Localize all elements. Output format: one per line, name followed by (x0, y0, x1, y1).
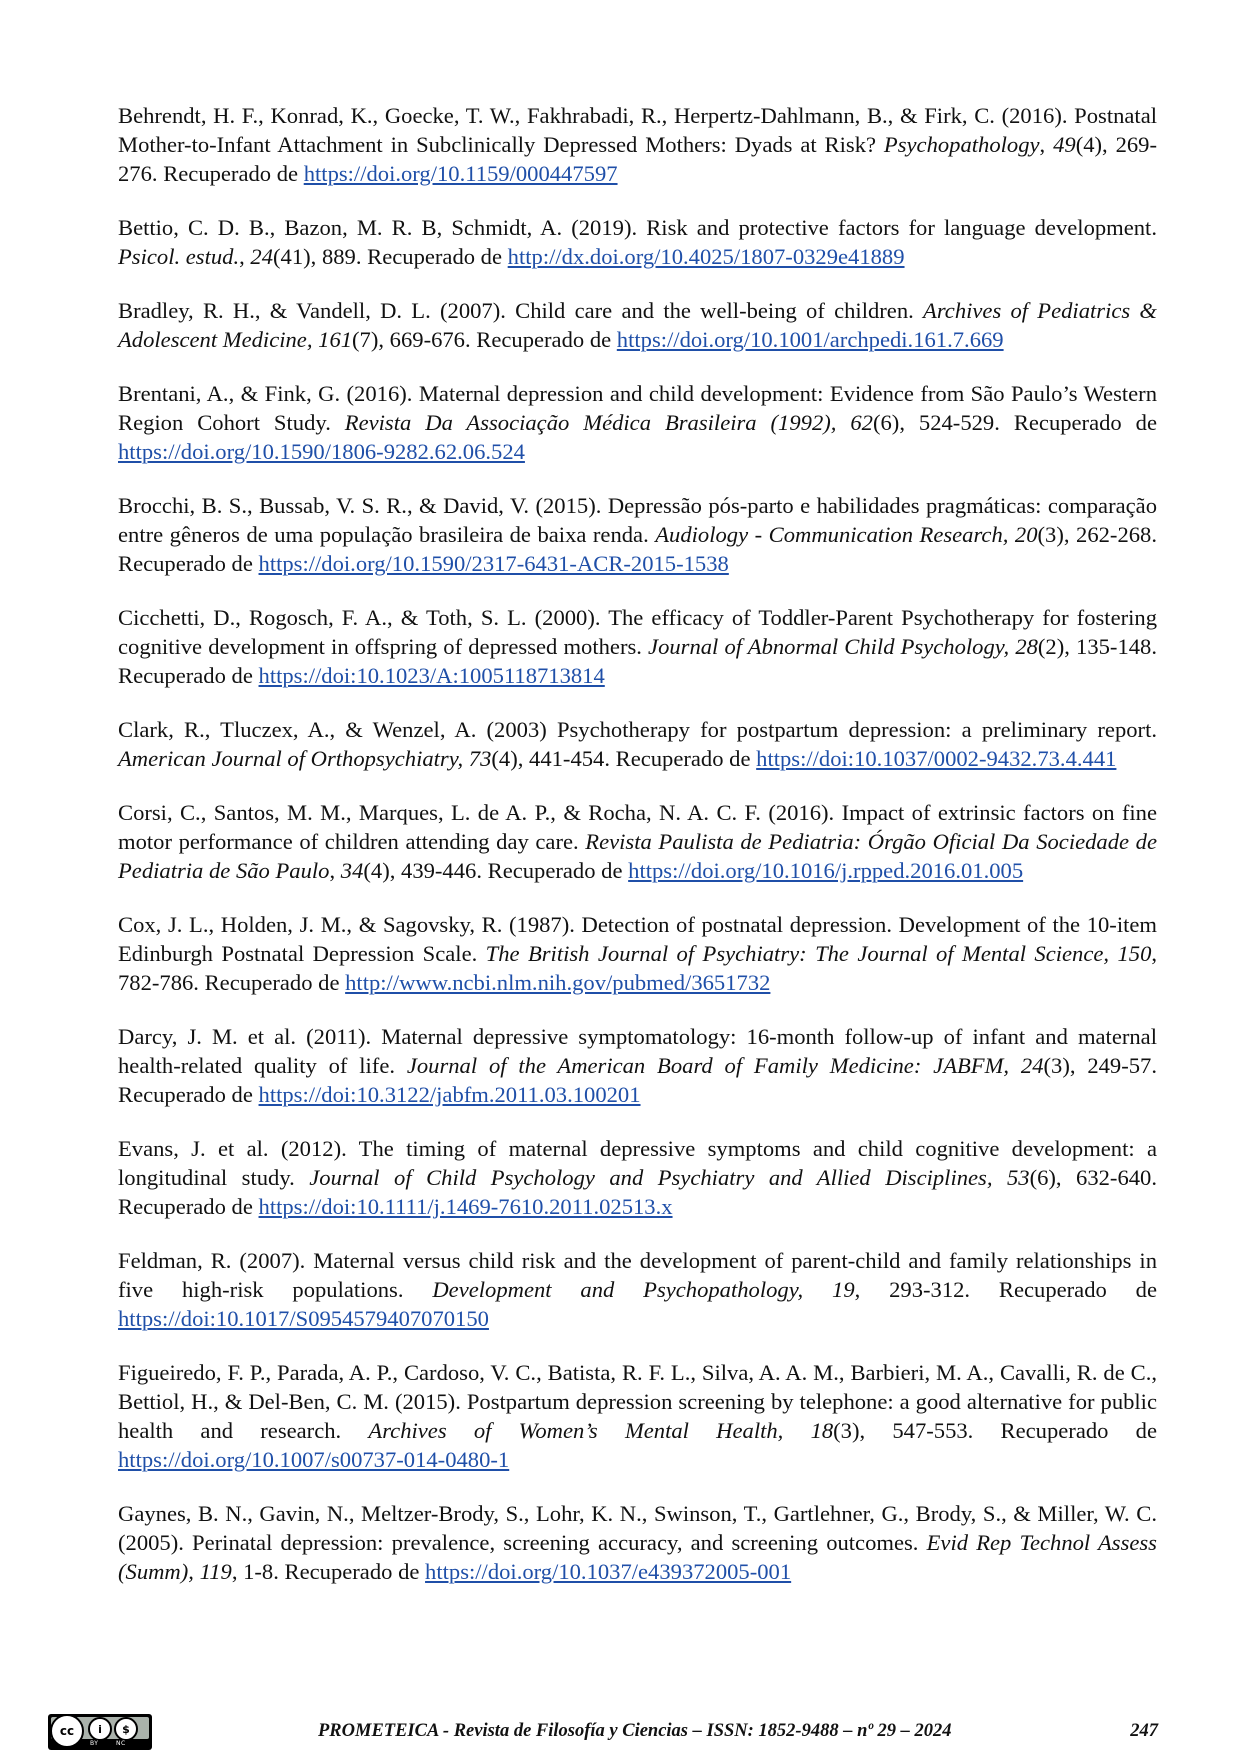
reference-text: Clark, R., Tluczex, A., & Wenzel, A. (2003) Psychotherapy for postpartum depression: a preliminary report. (118, 717, 1157, 742)
doi-link[interactable]: https://doi.org/10.1159/000447597 (303, 161, 618, 186)
journal-title: Psychopathology (883, 132, 1040, 157)
journal-title: Revista Paulista de Pediatria: Órgão Oficial Da Sociedade de Pediatria de São Paulo (118, 829, 1157, 883)
reference-entry (118, 379, 1157, 466)
separator (783, 1418, 810, 1443)
reference-entry (118, 213, 1157, 271)
reference-pages: , 293-312. Recuperado de (854, 1277, 1157, 1302)
journal-title: Archives of Women’s Mental Health, (368, 1418, 784, 1443)
separator (803, 1277, 832, 1302)
journal-title: Journal of the American Board of Family Medicine: JABFM, (406, 1053, 1010, 1078)
reference-text: Brocchi, B. S., Bussab, V. S. R., & David, V. (2015). Depressão pós-parto e habilidades pragmáticas: comparação entre gêneros de uma população brasileira de baixa renda. (118, 493, 1157, 547)
page-footer (48, 1714, 1158, 1750)
reference-pages: , 1-8. Recuperado de (231, 1559, 426, 1584)
reference-entry (118, 910, 1157, 997)
reference-entry (118, 1134, 1157, 1221)
separator (993, 1165, 1007, 1190)
nc-label: NC (116, 1740, 126, 1747)
reference-pages: (6), 524-529. Recuperado de (872, 410, 1157, 435)
reference-entry (118, 798, 1157, 885)
reference-entry (118, 1499, 1157, 1586)
journal-title: Audiology - Communication Research, (655, 522, 1009, 547)
reference-pages: (41), 889. Recuperado de (273, 244, 508, 269)
journal-info: PROMETEICA - Revista de Filosofía y Ciencias – ISSN: 1852-9488 – nº 29 – 2024 (318, 1721, 952, 1741)
reference-pages: (4), 269-276. Recuperado de (118, 132, 1158, 186)
reference-list (118, 101, 1157, 1611)
volume-number: 20 (1014, 522, 1038, 547)
volume-number: 18 (810, 1418, 834, 1443)
volume-number: 53 (1006, 1165, 1030, 1190)
volume-number: 24 (1020, 1053, 1044, 1078)
doi-link[interactable]: https://doi.org/10.1037/e439372005-001 (425, 1559, 792, 1584)
journal-title: Psicol. estud. (118, 244, 240, 269)
reference-text: Feldman, R. (2007). Maternal versus child risk and the development of parent-child and family relationships in five high-risk populations. (118, 1248, 1157, 1302)
doi-link[interactable]: https://doi:10.1023/A:1005118713814 (258, 663, 605, 688)
reference-entry (118, 296, 1157, 354)
doi-link[interactable]: https://doi:10.1017/S0954579407070150 (118, 1306, 489, 1331)
reference-entry (118, 1358, 1157, 1474)
doi-link[interactable]: http://www.ncbi.nlm.nih.gov/pubmed/3651732 (345, 970, 771, 995)
reference-text: Cox, J. L., Holden, J. M., & Sagovsky, R. (1987). Detection of postnatal depression. Development of the 10-item Edinburgh Postnatal Depression Scale. (118, 912, 1157, 966)
volume-number: 150 (1117, 941, 1152, 966)
reference-pages: (3), 249-57. Recuperado de (118, 1053, 1157, 1107)
page-number: 247 (1130, 1721, 1158, 1741)
volume-number: 28 (1015, 634, 1038, 659)
volume-number: 34 (340, 858, 364, 883)
doi-link[interactable]: https://doi:10.3122/jabfm.2011.03.100201 (258, 1082, 641, 1107)
doi-link[interactable]: https://doi.org/10.1016/j.rpped.2016.01.005 (628, 858, 1024, 883)
reference-text: Bettio, C. D. B., Bazon, M. R. B, Schmidt, A. (2019). Risk and protective factors for language development. (118, 215, 1157, 240)
reference-text: Evans, J. et al. (2012). The timing of maternal depressive symptoms and child cognitive development: a longitudinal study. (118, 1136, 1157, 1190)
reference-entry (118, 1022, 1157, 1109)
reference-text: Corsi, C., Santos, M. M., Marques, L. de A. P., & Rocha, N. A. C. F. (2016). Impact of extrinsic factors on fine motor performance of children attending day care. (118, 800, 1157, 854)
doi-link[interactable]: https://doi:10.1111/j.1469-7610.2011.02513.x (258, 1194, 673, 1219)
creative-commons-badge[interactable] (48, 1714, 152, 1750)
reference-entry (118, 491, 1157, 578)
reference-text: Brentani, A., & Fink, G. (2016). Maternal depression and child development: Evidence from São Paulo’s Western Region Cohort Study. (118, 381, 1157, 435)
journal-title: Revista Da Associação Médica Brasileira (1992), (344, 410, 837, 435)
reference-pages: , 782-786. Recuperado de (118, 941, 1158, 995)
volume-number: 73 (468, 746, 492, 771)
reference-text: Gaynes, B. N., Gavin, N., Meltzer-Brody, S., Lohr, K. N., Swinson, T., Gartlehner, G., Brody, S., & Miller, W. C. (2005). Perinatal depression: prevalence, screening accuracy, and screening outcomes. (118, 1501, 1157, 1555)
doi-link[interactable]: https://doi.org/10.1007/s00737-014-0480-1 (118, 1447, 510, 1472)
separator: , (1039, 132, 1054, 157)
journal-title: Evid Rep Technol Assess (Summ), (118, 1530, 1157, 1584)
separator (1009, 1053, 1021, 1078)
non-commercial-icon: $ (114, 1717, 138, 1741)
reference-text: Behrendt, H. F., Konrad, K., Goecke, T. W., Fakhrabadi, R., Herpertz-Dahlmann, B., & Firk, C. (2016). Postnatal Mother-to-Infant Attachment in Subclinically Depressed Mothers: Dyads at Risk? (118, 103, 1157, 157)
separator: , (329, 858, 341, 883)
reference-pages: (2), 135-148. Recuperado de (118, 634, 1157, 688)
doi-link[interactable]: http://dx.doi.org/10.4025/1807-0329e41889 (507, 244, 905, 269)
journal-title: Journal of Abnormal Child Psychology, (648, 634, 1010, 659)
attribution-icon: i (88, 1717, 112, 1741)
volume-number: 62 (850, 410, 873, 435)
reference-pages: (7), 669-676. Recuperado de (352, 327, 617, 352)
reference-pages: (3), 262-268. Recuperado de (118, 522, 1157, 576)
journal-title: American Journal of Orthopsychiatry, (118, 746, 464, 771)
reference-entry (118, 715, 1157, 773)
volume-number: 19 (832, 1277, 855, 1302)
reference-text: Figueiredo, F. P., Parada, A. P., Cardoso, V. C., Batista, R. F. L., Silva, A. A. M., Barbieri, M. A., Cavalli, R. de C., Bettiol, H., & Del-Ben, C. M. (2015). Postpartum depression screening by telephone: a good alternative for public health and research. (118, 1360, 1157, 1443)
reference-text: Cicchetti, D., Rogosch, F. A., & Toth, S. L. (2000). The efficacy of Toddler-Parent Psychotherapy for fostering cognitive development in offspring of depressed mothers. (118, 605, 1157, 659)
reference-pages: (6), 632-640. Recuperado de (118, 1165, 1157, 1219)
doi-link[interactable]: https://doi.org/10.1001/archpedi.161.7.669 (616, 327, 1004, 352)
reference-entry (118, 101, 1157, 188)
volume-number: 161 (318, 327, 353, 352)
journal-title: Development and Psychopathology, (432, 1277, 804, 1302)
journal-title: The British Journal of Psychiatry: The Journal of Mental Science, (485, 941, 1110, 966)
by-label: BY (90, 1740, 99, 1747)
reference-entry (118, 603, 1157, 690)
separator: , (239, 244, 251, 269)
doi-link[interactable]: https://doi.org/10.1590/1806-9282.62.06.524 (118, 439, 525, 464)
reference-text: Darcy, J. M. et al. (2011). Maternal depressive symptomatology: 16-month follow-up of infant and maternal health-related quality of life. (118, 1024, 1157, 1078)
reference-text: Bradley, R. H., & Vandell, D. L. (2007). Child care and the well-being of children. (118, 298, 924, 323)
journal-title: Journal of Child Psychology and Psychiatry and Allied Disciplines, (309, 1165, 993, 1190)
doi-link[interactable]: https://doi.org/10.1590/2317-6431-ACR-2015-1538 (258, 551, 729, 576)
volume-number: 119 (199, 1559, 232, 1584)
doi-link[interactable]: https://doi:10.1037/0002-9432.73.4.441 (756, 746, 1117, 771)
journal-title: Archives of Pediatrics & Adolescent Medicine, (118, 298, 1157, 352)
reference-pages: (4), 441-454. Recuperado de (491, 746, 757, 771)
volume-number: 24 (250, 244, 274, 269)
volume-number: 49 (1053, 132, 1076, 157)
separator (836, 410, 850, 435)
cc-icon: cc (50, 1714, 84, 1748)
reference-entry (118, 1246, 1157, 1333)
reference-pages: (4), 439-446. Recuperado de (363, 858, 629, 883)
reference-pages: (3), 547-553. Recuperado de (833, 1418, 1157, 1443)
